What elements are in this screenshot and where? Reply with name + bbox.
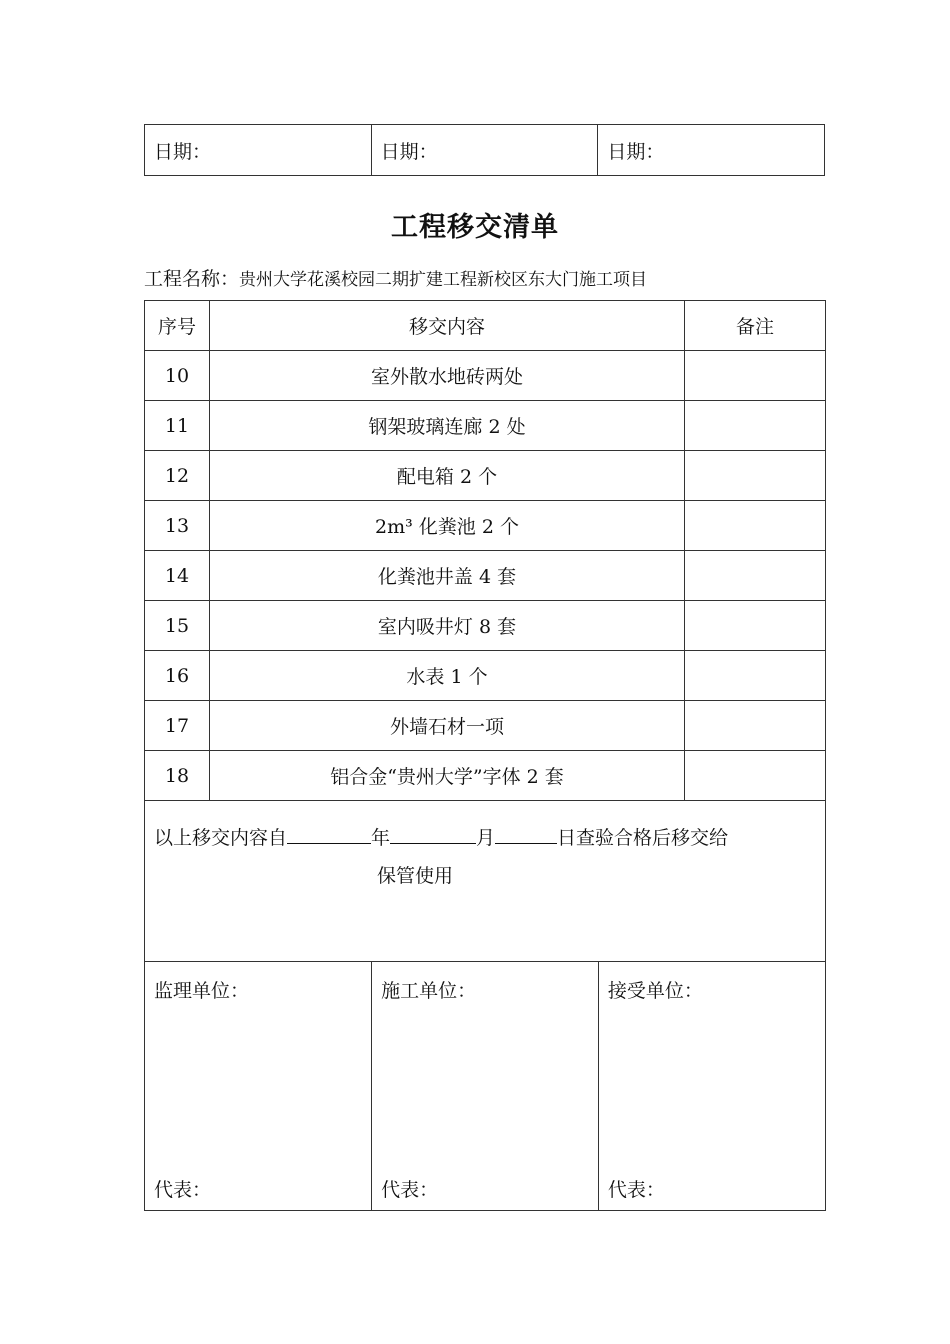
table-row <box>145 701 826 751</box>
row-content: 水表 1 个 <box>210 651 685 701</box>
contractor-rep-label: 代表： <box>381 1179 439 1201</box>
table-row <box>145 551 826 601</box>
table-row <box>145 451 826 501</box>
table-row <box>145 751 826 801</box>
row-content: 铝合金“贵州大学”字体 2 套 <box>210 751 685 801</box>
month-blank <box>390 823 476 844</box>
date-cell-3: 日期： <box>598 125 825 176</box>
supervisor-signature-cell <box>145 962 372 1210</box>
row-remark <box>685 651 826 701</box>
row-no: 14 <box>145 551 210 601</box>
note-line-2: 保管使用 <box>377 865 454 887</box>
row-remark <box>685 701 826 751</box>
header-no: 序号 <box>145 301 210 351</box>
row-no: 13 <box>145 501 210 551</box>
row-content: 配电箱 2 个 <box>210 451 685 501</box>
row-content: 室内吸井灯 8 套 <box>210 601 685 651</box>
supervisor-unit-label: 监理单位： <box>154 980 250 1002</box>
table-row <box>145 651 826 701</box>
row-content: 外墙石材一项 <box>210 701 685 751</box>
date-cell-2: 日期： <box>371 125 598 176</box>
row-remark <box>685 551 826 601</box>
row-remark <box>685 501 826 551</box>
row-remark <box>685 451 826 501</box>
table-row <box>145 601 826 651</box>
note-line-1 <box>154 813 817 863</box>
receiver-unit-label: 接受单位： <box>607 980 703 1002</box>
receiver-signature-cell <box>598 962 825 1210</box>
page-title: 工程移交清单 <box>391 212 559 243</box>
project-name-line <box>144 264 647 291</box>
row-content: 化粪池井盖 4 套 <box>210 551 685 601</box>
date-table <box>144 124 825 176</box>
row-content: 钢架玻璃连廊 2 处 <box>210 401 685 451</box>
day-blank <box>495 823 557 844</box>
row-no: 10 <box>145 351 210 401</box>
contractor-unit-label: 施工单位： <box>381 980 477 1002</box>
handover-note <box>145 801 826 962</box>
row-remark <box>685 401 826 451</box>
receiver-rep-label: 代表： <box>607 1179 665 1201</box>
project-name-value: 贵州大学花溪校园二期扩建工程新校区东大门施工项目 <box>239 270 648 290</box>
contractor-signature-cell <box>372 962 599 1210</box>
row-remark <box>685 601 826 651</box>
project-name-label: 工程名称： <box>144 268 240 290</box>
handover-table <box>144 300 826 1211</box>
row-no: 17 <box>145 701 210 751</box>
table-header-row <box>145 301 826 351</box>
row-content: 室外散水地砖两处 <box>210 351 685 401</box>
row-remark <box>685 751 826 801</box>
table-row <box>145 401 826 451</box>
header-content: 移交内容 <box>210 301 685 351</box>
row-remark <box>685 351 826 401</box>
row-no: 18 <box>145 751 210 801</box>
header-remark: 备注 <box>685 301 826 351</box>
note-month: 月 <box>476 827 496 849</box>
row-content: 2m³ 化粪池 2 个 <box>210 501 685 551</box>
row-no: 11 <box>145 401 210 451</box>
date-cell-1: 日期： <box>145 125 372 176</box>
note-day-suffix: 日查验合格后移交给 <box>557 827 729 849</box>
table-row <box>145 351 826 401</box>
row-no: 15 <box>145 601 210 651</box>
note-year: 年 <box>371 827 391 849</box>
signature-row <box>145 962 826 1211</box>
year-blank <box>287 823 371 844</box>
table-row <box>145 501 826 551</box>
row-no: 12 <box>145 451 210 501</box>
supervisor-rep-label: 代表： <box>154 1179 212 1201</box>
note-prefix: 以上移交内容自 <box>154 827 288 849</box>
row-no: 16 <box>145 651 210 701</box>
